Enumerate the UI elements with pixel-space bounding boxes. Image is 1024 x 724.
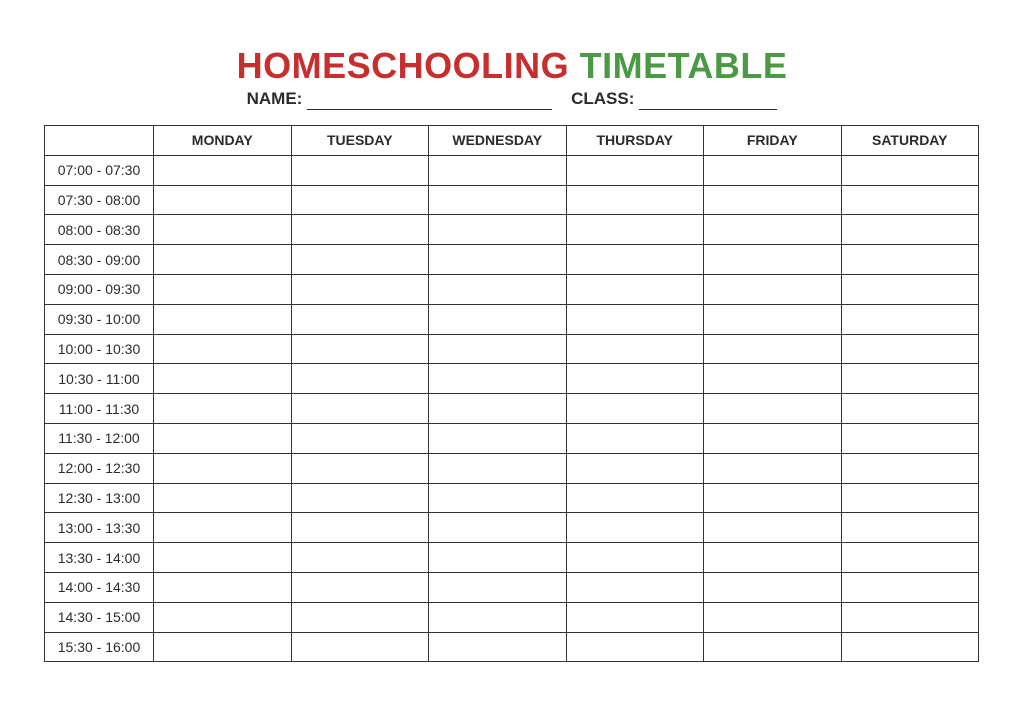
cell-tuesday[interactable]: [291, 304, 429, 334]
time-slot-label: 08:30 - 09:00: [45, 245, 154, 275]
cell-saturday[interactable]: [841, 155, 979, 185]
cell-friday[interactable]: [704, 572, 842, 602]
name-field: [247, 88, 553, 110]
cell-wednesday[interactable]: [429, 155, 567, 185]
time-slot-label: 08:00 - 08:30: [45, 215, 154, 245]
table-row: [45, 483, 979, 513]
name-label: NAME:: [246, 89, 303, 108]
title-timetable: TIMETABLE: [579, 45, 788, 86]
table-row: [45, 513, 979, 543]
cell-thursday[interactable]: [566, 543, 704, 573]
cell-monday[interactable]: [154, 423, 292, 453]
cell-monday[interactable]: [154, 632, 292, 662]
cell-monday[interactable]: [154, 155, 292, 185]
class-label: CLASS:: [571, 89, 635, 108]
table-row: [45, 245, 979, 275]
cell-friday[interactable]: [704, 245, 842, 275]
cell-friday[interactable]: [704, 185, 842, 215]
time-slot-label: 13:30 - 14:00: [45, 543, 154, 573]
table-row: [45, 304, 979, 334]
cell-friday[interactable]: [704, 483, 842, 513]
table-row: [45, 364, 979, 394]
cell-thursday[interactable]: [566, 245, 704, 275]
cell-saturday[interactable]: [841, 572, 979, 602]
table-row: [45, 543, 979, 573]
table-row: [45, 602, 979, 632]
time-slot-label: 07:00 - 07:30: [45, 155, 154, 185]
cell-friday[interactable]: [704, 304, 842, 334]
time-slot-label: 09:30 - 10:00: [45, 304, 154, 334]
cell-friday[interactable]: [704, 394, 842, 424]
cell-monday[interactable]: [154, 394, 292, 424]
cell-thursday[interactable]: [566, 483, 704, 513]
table-row: [45, 572, 979, 602]
cell-friday[interactable]: [704, 543, 842, 573]
time-slot-label: 07:30 - 08:00: [45, 185, 154, 215]
cell-monday[interactable]: [154, 543, 292, 573]
cell-tuesday[interactable]: [291, 513, 429, 543]
time-slot-label: 14:00 - 14:30: [45, 572, 154, 602]
page-title: [0, 44, 1024, 88]
cell-tuesday[interactable]: [291, 602, 429, 632]
cell-monday[interactable]: [154, 274, 292, 304]
table-row: [45, 632, 979, 662]
cell-saturday[interactable]: [841, 423, 979, 453]
time-slot-label: 12:30 - 13:00: [45, 483, 154, 513]
table-row: [45, 185, 979, 215]
cell-wednesday[interactable]: [429, 543, 567, 573]
cell-monday[interactable]: [154, 483, 292, 513]
cell-friday[interactable]: [704, 602, 842, 632]
cell-friday[interactable]: [704, 632, 842, 662]
name-blank-line[interactable]: [307, 93, 552, 110]
cell-thursday[interactable]: [566, 215, 704, 245]
day-header-monday: MONDAY: [154, 126, 292, 156]
cell-tuesday[interactable]: [291, 543, 429, 573]
cell-saturday[interactable]: [841, 543, 979, 573]
cell-monday[interactable]: [154, 185, 292, 215]
cell-tuesday[interactable]: [291, 185, 429, 215]
cell-thursday[interactable]: [566, 155, 704, 185]
cell-monday[interactable]: [154, 215, 292, 245]
table-row: [45, 453, 979, 483]
time-slot-label: 11:30 - 12:00: [45, 423, 154, 453]
cell-friday[interactable]: [704, 274, 842, 304]
cell-thursday[interactable]: [566, 423, 704, 453]
cell-monday[interactable]: [154, 304, 292, 334]
cell-friday[interactable]: [704, 364, 842, 394]
time-slot-label: 10:30 - 11:00: [45, 364, 154, 394]
table-row: [45, 274, 979, 304]
class-blank-line[interactable]: [639, 93, 777, 110]
table-row: [45, 423, 979, 453]
cell-wednesday[interactable]: [429, 304, 567, 334]
cell-wednesday[interactable]: [429, 245, 567, 275]
cell-friday[interactable]: [704, 453, 842, 483]
header-fields: [0, 88, 1024, 110]
cell-saturday[interactable]: [841, 483, 979, 513]
time-slot-label: 14:30 - 15:00: [45, 602, 154, 632]
table-row: [45, 394, 979, 424]
cell-saturday[interactable]: [841, 304, 979, 334]
cell-wednesday[interactable]: [429, 602, 567, 632]
cell-tuesday[interactable]: [291, 572, 429, 602]
cell-tuesday[interactable]: [291, 453, 429, 483]
cell-tuesday[interactable]: [291, 364, 429, 394]
cell-monday[interactable]: [154, 602, 292, 632]
cell-tuesday[interactable]: [291, 215, 429, 245]
cell-wednesday[interactable]: [429, 453, 567, 483]
cell-tuesday[interactable]: [291, 483, 429, 513]
cell-saturday[interactable]: [841, 334, 979, 364]
cell-saturday[interactable]: [841, 274, 979, 304]
cell-thursday[interactable]: [566, 334, 704, 364]
cell-monday[interactable]: [154, 364, 292, 394]
cell-friday[interactable]: [704, 215, 842, 245]
cell-saturday[interactable]: [841, 602, 979, 632]
cell-saturday[interactable]: [841, 632, 979, 662]
table-row: [45, 334, 979, 364]
cell-tuesday[interactable]: [291, 334, 429, 364]
cell-thursday[interactable]: [566, 632, 704, 662]
cell-wednesday[interactable]: [429, 632, 567, 662]
class-field: [571, 88, 777, 110]
cell-friday[interactable]: [704, 513, 842, 543]
cell-thursday[interactable]: [566, 185, 704, 215]
cell-thursday[interactable]: [566, 572, 704, 602]
cell-friday[interactable]: [704, 155, 842, 185]
day-header-tuesday: TUESDAY: [291, 126, 429, 156]
cell-tuesday[interactable]: [291, 155, 429, 185]
cell-monday[interactable]: [154, 245, 292, 275]
cell-saturday[interactable]: [841, 185, 979, 215]
cell-saturday[interactable]: [841, 245, 979, 275]
cell-wednesday[interactable]: [429, 364, 567, 394]
cell-wednesday[interactable]: [429, 394, 567, 424]
day-header-friday: FRIDAY: [704, 126, 842, 156]
cell-friday[interactable]: [704, 423, 842, 453]
day-header-wednesday: WEDNESDAY: [429, 126, 567, 156]
cell-tuesday[interactable]: [291, 423, 429, 453]
cell-wednesday[interactable]: [429, 185, 567, 215]
cell-tuesday[interactable]: [291, 245, 429, 275]
table-row: [45, 215, 979, 245]
timetable-body: [45, 155, 979, 662]
timetable-grid: [44, 125, 979, 662]
cell-saturday[interactable]: [841, 453, 979, 483]
cell-saturday[interactable]: [841, 394, 979, 424]
time-slot-label: 15:30 - 16:00: [45, 632, 154, 662]
time-slot-label: 12:00 - 12:30: [45, 453, 154, 483]
time-slot-label: 09:00 - 09:30: [45, 274, 154, 304]
time-slot-label: 13:00 - 13:30: [45, 513, 154, 543]
cell-wednesday[interactable]: [429, 334, 567, 364]
cell-monday[interactable]: [154, 334, 292, 364]
time-slot-label: 10:00 - 10:30: [45, 334, 154, 364]
cell-tuesday[interactable]: [291, 274, 429, 304]
table-row: [45, 155, 979, 185]
time-slot-label: 11:00 - 11:30: [45, 394, 154, 424]
cell-wednesday[interactable]: [429, 274, 567, 304]
cell-saturday[interactable]: [841, 513, 979, 543]
cell-saturday[interactable]: [841, 215, 979, 245]
cell-monday[interactable]: [154, 572, 292, 602]
cell-thursday[interactable]: [566, 453, 704, 483]
cell-wednesday[interactable]: [429, 513, 567, 543]
cell-wednesday[interactable]: [429, 483, 567, 513]
cell-thursday[interactable]: [566, 394, 704, 424]
cell-thursday[interactable]: [566, 602, 704, 632]
cell-saturday[interactable]: [841, 364, 979, 394]
cell-wednesday[interactable]: [429, 423, 567, 453]
cell-thursday[interactable]: [566, 274, 704, 304]
day-header-saturday: SATURDAY: [841, 126, 979, 156]
cell-thursday[interactable]: [566, 304, 704, 334]
cell-friday[interactable]: [704, 334, 842, 364]
cell-monday[interactable]: [154, 513, 292, 543]
corner-cell: [45, 126, 154, 156]
cell-tuesday[interactable]: [291, 394, 429, 424]
cell-thursday[interactable]: [566, 364, 704, 394]
cell-wednesday[interactable]: [429, 572, 567, 602]
header-row: [45, 126, 979, 156]
cell-tuesday[interactable]: [291, 632, 429, 662]
day-header-thursday: THURSDAY: [566, 126, 704, 156]
title-homeschooling: HOMESCHOOLING: [236, 45, 570, 86]
cell-thursday[interactable]: [566, 513, 704, 543]
cell-wednesday[interactable]: [429, 215, 567, 245]
cell-monday[interactable]: [154, 453, 292, 483]
